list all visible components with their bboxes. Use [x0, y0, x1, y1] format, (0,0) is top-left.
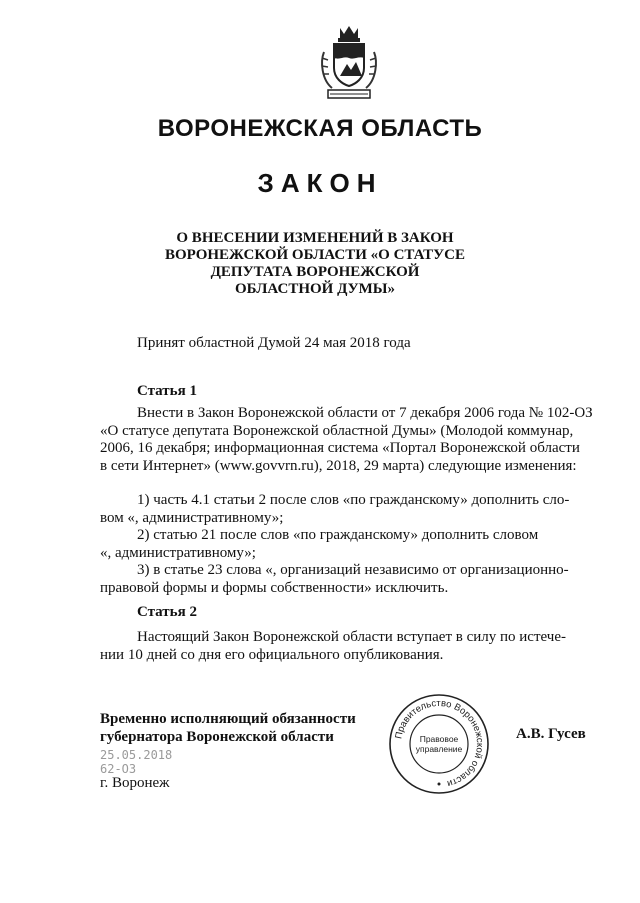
coat-of-arms-emblem	[318, 22, 380, 104]
text-line-content: «, административному»;	[100, 544, 256, 561]
official-stamp	[387, 692, 491, 796]
article-1-intro	[100, 405, 593, 475]
text-line	[100, 527, 590, 545]
text-line	[100, 647, 590, 665]
text-line	[100, 492, 590, 510]
text-line-content: 2) статью 21 после слов «по гражданскому» дополнить словом	[137, 527, 539, 543]
signatory-position-line: Временно исполняющий обязанности	[100, 711, 356, 727]
law-title-line: ДЕПУТАТА ВОРОНЕЖСКОЙ	[210, 264, 420, 280]
text-line-content: «О статусе депутата Воронежской областной Думы» (Молодой коммунар,	[100, 422, 574, 439]
signatory-position	[100, 710, 356, 746]
article-2-text	[100, 629, 590, 664]
city-line: г. Воронеж	[100, 775, 170, 791]
stamp-center-line: Правовое	[419, 734, 459, 744]
text-line	[100, 629, 590, 647]
stamp-ring-text: Правительство Воронежской области	[393, 697, 486, 790]
text-line	[100, 440, 590, 458]
text-line-content: 3) в статье 23 слова «, организаций независимо от организационно-	[137, 562, 569, 578]
law-title-line: О ВНЕСЕНИИ ИЗМЕНЕНИЙ В ЗАКОН	[176, 230, 454, 246]
text-line	[100, 510, 590, 528]
article-2-heading: Статья 2	[137, 604, 197, 620]
adoption-statement: Принят областной Думой 24 мая 2018 года	[137, 335, 411, 351]
signatory-name: А.В. Гусев	[516, 726, 586, 742]
text-line	[100, 405, 593, 423]
law-title	[150, 230, 480, 298]
stamp-center-line: управление	[415, 744, 463, 754]
text-line-content: Настоящий Закон Воронежской области вступает в силу по истече-	[137, 629, 566, 645]
region-heading: ВОРОНЕЖСКАЯ ОБЛАСТЬ	[157, 115, 483, 142]
text-line	[100, 458, 590, 476]
registration-date: 25.05.2018	[100, 748, 173, 762]
text-line-content: 1) часть 4.1 статьи 2 после слов «по гражданскому» дополнить сло-	[137, 492, 570, 508]
stamp-dot	[438, 783, 441, 786]
registration-stamp	[100, 748, 172, 776]
text-line-content: 2006, 16 декабря; информационная система «Портал Воронежской области	[100, 440, 580, 456]
signatory-position-line: губернатора Воронежской области	[100, 729, 334, 745]
text-line-content: правовой формы и формы собственности» исключить.	[100, 579, 449, 596]
article-1-items	[100, 492, 590, 597]
text-line	[100, 423, 590, 441]
text-line	[100, 545, 590, 563]
document-type-heading: ЗАКОН	[257, 168, 383, 198]
text-line-content: нии 10 дней со дня его официального опубликования.	[100, 646, 444, 663]
text-line	[100, 562, 590, 580]
text-line-content: вом «, административному»;	[100, 509, 284, 526]
text-line-content: в сети Интернет» (www.govvrn.ru), 2018, 29 марта) следующие изменения:	[100, 457, 577, 474]
registration-number: 62-ОЗ	[100, 762, 137, 776]
article-1-heading: Статья 1	[137, 383, 197, 399]
text-line-content: Внести в Закон Воронежской области от 7 декабря 2006 года № 102-ОЗ	[137, 405, 593, 421]
text-line	[100, 580, 590, 598]
law-title-line: ОБЛАСТНОЙ ДУМЫ»	[235, 281, 395, 297]
law-title-line: ВОРОНЕЖСКОЙ ОБЛАСТИ «О СТАТУСЕ	[164, 247, 466, 263]
